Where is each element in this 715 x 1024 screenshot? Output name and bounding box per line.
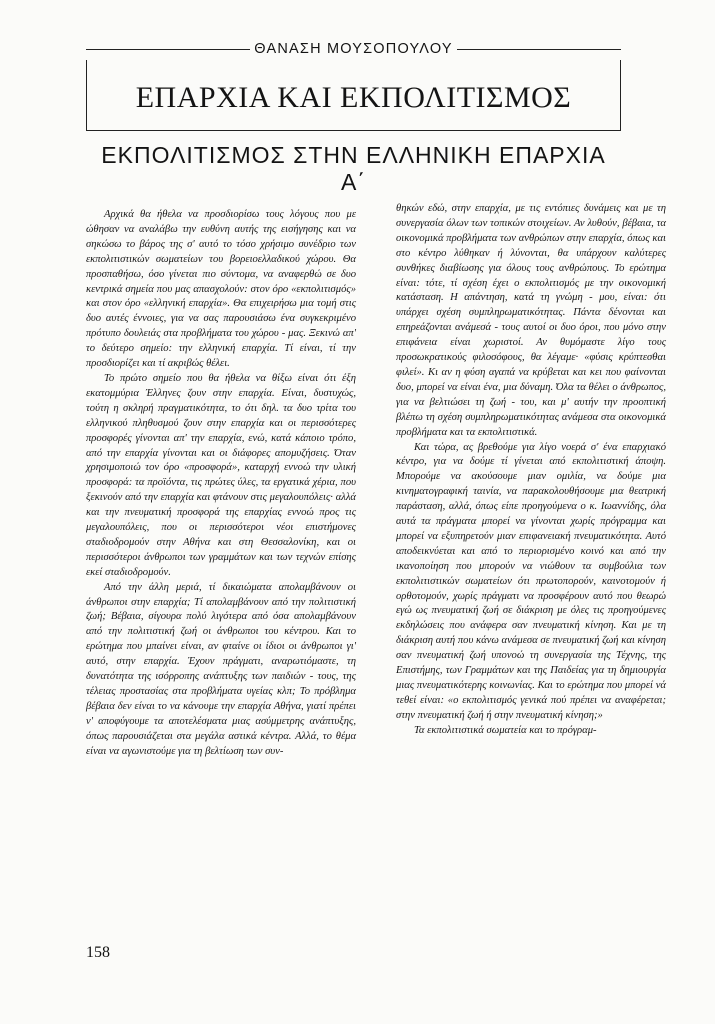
paragraph-continued: θηκών εδώ, στην επαρχία, με τις εντόπιες δυνάμεις και με τη συνεργασία όλων των τοπικών στοιχείων. Αν λυθούν, βέβαια, τα οικονομικά προβλήματα των ανθρώπων στην επαρχία, όπως και στο κέντρο λύθηκαν ή λύνονται, θα υπάρχουν καλύτερες συνθήκες διαβίωσης για όλους τους ανθρώπους. Το ερώτημα είναι: τότε, τί σχέση έχει ο εκπολιτισμός με την οικονομική κατάσταση. Η απάντηση, κατά τη γνώμη - μου, είναι: ότι υπάρχει σχέση συμπληρωματικότητας. Πάντα δένονται και επηρεάζονται ανάμεσά - τους αυτοί οι δυο όροι, που μόνο στην επιφάνεια είναι χωριστοί. Αν θυμόμαστε λίγο τους προσωκρατικούς φιλοσόφους, θα λέγαμε· «φύσις κρύπτεσθαι φιλεί». Κι αν η φύση αγαπά να κρύβεται και κει που φαίνονται δυο, μπορεί να είναι ένα, μια δύναμη. Όλα τα θέλει ο άνθρωπος, για να βελτιώσει τη ζωή - του, και μ' αυτήν την προοπτική βλέπω τη σχέση συμπληρωματικότητας ανάμεσα στα οικονομικά προβλήματα και τα εκπολιτιστικά. (396, 203, 666, 438)
paragraph: Το πρώτο σημείο που θα ήθελα να θίξω είναι ότι έξη εκατομμύρια Έλληνες ζουν στην επαρχία. Είναι, δυστυχώς, τούτη η σκληρή πραγματικότητα, το ότι δηλ. τα δυο τρίτα του ελληνικού πληθυσμού ζουν στην επαρχία και οι περισσότερες προσφορές γίνονται απ' την επαρχία, ενώ, κατά κάποιο τρόπο, από την επαρχία γίνονται και οι διάφορες απομυζήσεις. Όταν χρησιμοποιώ τον όρο «προσφορά», καταρχή εννοώ την υλική προσφορά: τα προϊόντα, τις πρώτες ύλες, τα εργατικά χέρια, που ξεκινούν από την επαρχία και φτάνουν στις μεγαλουπόλεις· αλλά και την πνευματική προσφορά της επαρχίας εννοώ προς τις μεγαλουπόλεις, που οι περισσότεροι νέοι επιστήμονες σταδιοδρομούν στην Αθήνα και στη Θεσσαλονίκη, και οι περισσότεροι άνθρωποι των γραμμάτων και των τεχνών επίσης εκεί σταδιοδρομούν. (86, 372, 356, 578)
author-rule-left (86, 49, 250, 50)
paragraph: Τα εκπολιτιστικά σωματεία και το πρόγραμ- (414, 724, 597, 736)
article-title-block (86, 142, 621, 196)
page-number: 158 (86, 944, 110, 961)
author-name: ΘΑΝΑΣΗ ΜΟΥΣΟΠΟΥΛΟΥ (254, 41, 453, 57)
author-row (86, 40, 621, 58)
text-column-left (86, 208, 356, 760)
article-title: ΕΚΠΟΛΙΤΙΣΜΟΣ ΣΤΗΝ ΕΛΛΗΝΙΚΗ ΕΠΑΡΧΙΑ (101, 142, 606, 168)
author-rule-right (457, 49, 621, 50)
paragraph: Και τώρα, ας βρεθούμε για λίγο νοερά σ' ένα επαρχιακό κέντρο, για να δούμε τί γίνεται από εκπολιτιστική άποψη. Μπορούμε να ακούσουμε μιαν ομιλία, να δούμε μια κινηματογραφική ταινία, να παρακολουθήσουμε μια θεατρική παράσταση, αλλά, όπως είπε προηγούμενα ο κ. Ιωαννίδης, όλα αυτά τα πράγματα μπορεί να γίνονται χωρίς πρόγραμμα και μπορεί να εξυπηρετούν μιαν επιφανειακή πνευματικότητα. Αυτό αποδεικνύεται και από το περιορισμένο κοινό και από την ικανοποίηση που μπορούν να νιώθουν τα συμβούλια των εκπολιτιστικών σωματείων ότι πρωτοπορούν, καινοτομούν ή ορθοτομούν, χωρίς πράγματι να προσφέρουν αυτό που θεωρώ εγώ ως πνευματική ζωή σε διάκριση με όλες τις προηγούμενες εκδηλώσεις που ανάφερα σαν πνευματική κίνηση. Και με τη διάκριση αυτή που κάνω ανάμεσα σε πνευματική ζωή και κίνηση σαν πνευματική ζωή υπονοώ τη συνεργασία της Τέχνης, της Επιστήμης, των Γραμμάτων και της Παιδείας για τη δημιουργία μιας πνευματικότερης κοινωνίας. Και το ερώτημα που μπορεί νά τεθεί είναι: «ο εκπολιτισμός γενικά πού πρέπει να αναφέρεται; στην πνευματική ζωή ή στην πνευματική κίνηση;» (396, 441, 666, 721)
paragraph: Από την άλλη μεριά, τί δικαιώματα απολαμβάνουν οι άνθρωποι στην επαρχία; Τί απολαμβάνουν από την πολιτιστική ζωή; Βέβαια, σίγουρα πολύ λιγότερα από όσα απολαμβάνουν από την πολιτιστική ζωή οι άνθρωποι του κέντρου. Και το ερώτημα που μπαίνει είναι, αν φταίνε οι ίδιοι οι άνθρωποι γι' αυτό, στην επαρχία. Έχουν πράγματι, αναρωτιόμαστε, τη δυνατότητα της ισόρροπης ανάπτυξης των παιδιών - τους, της τέλειας προστασίας στα προβλήματα υγείας κλπ; Το πρόβλημα βέβαια δεν είναι το να κάνουμε την επαρχία Αθήνα, γιατί πρέπει ν' αποφύγουμε τα αποτελέσματα μιας ασύμμετρης ανάπτυξης, όπως παρουσιάζεται στα μεγάλα αστικά κέντρα. Αλλά, το θέμα είναι να αγωνιστούμε για τη βελτίωση των συν- (86, 581, 356, 757)
page-header (86, 40, 621, 130)
article-part: Α΄ (341, 169, 366, 195)
text-column-right (396, 202, 666, 739)
paragraph: Αρχικά θα ήθελα να προσδιορίσω τους λόγους που με ώθησαν να αναλάβω την ευθύνη αυτής της εισήγησης και να σηκώσω το βάρος της σ' αυτό το τόσο χρήσιμο συνέδριο των εκπολιτιστικών σωματείων του βορειοελλαδικού χώρου. Θα προσπαθήσω, όσο γίνεται πιο σύντομα, να αναφερθώ σε δυο κεντρικά σημεία που μας απασχολούν: στον όρο «εκπολιτισμός» και στον όρο «ελληνική επαρχία». Θα επιχειρήσω μια τομή στις δυο αυτές έννοιες, για να σας παρουσιάσω ένα συγκεκριμένο πρότυπο δουλειάς στα προβλήματα του χώρου - μας. Ξεκινώ απ' το δεύτερο σημείο: την ελληνική επαρχία. Τί είναι, τί την προσδιορίζει και τί ακριβώς θέλει. (86, 209, 356, 370)
series-box (86, 60, 621, 131)
series-title: ΕΠΑΡΧΙΑ ΚΑΙ ΕΚΠΟΛΙΤΙΣΜΟΣ (135, 81, 572, 114)
